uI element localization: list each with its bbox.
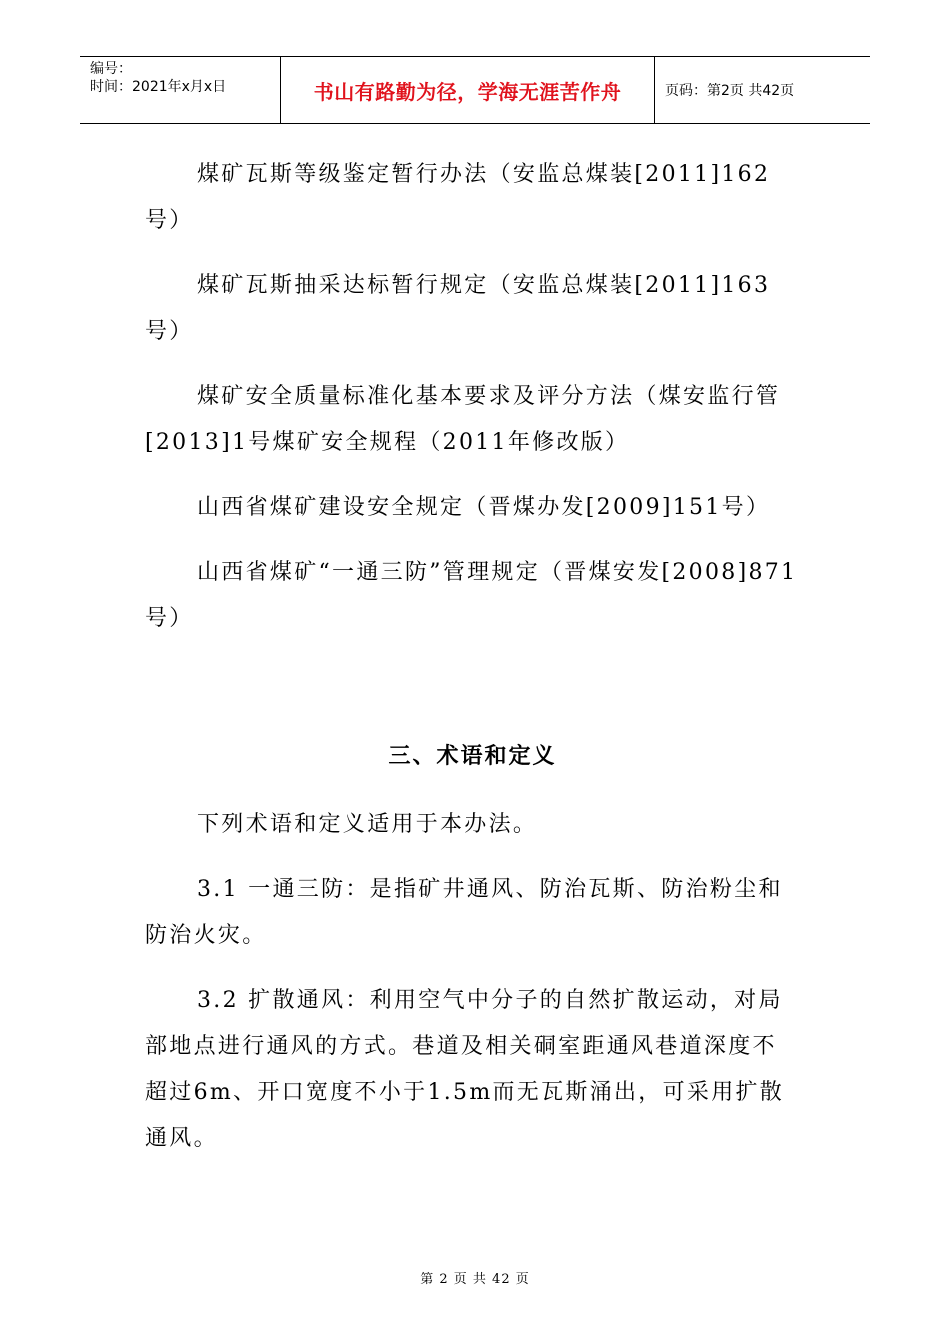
reference-item: 煤矿瓦斯等级鉴定暂行办法（安监总煤装[2011]162号） xyxy=(145,162,771,233)
reference-item: 山西省煤矿建设安全规定（晋煤办发[2009]151号） xyxy=(197,495,771,520)
page-footer: 第 2 页 共 42 页 xyxy=(420,1272,530,1287)
document-body xyxy=(145,152,800,1181)
section-heading: 三、术语和定义 xyxy=(388,744,557,769)
section-intro: 下列术语和定义适用于本办法。 xyxy=(197,812,538,837)
document-number-label: 编号： xyxy=(90,61,132,77)
header-motto-cell xyxy=(281,57,655,123)
page-header xyxy=(80,56,870,124)
document-date-label: 时间：2021年x月x日 xyxy=(90,79,227,95)
reference-item: 煤矿安全质量标准化基本要求及评分方法（煤安监行管[2013]1号煤矿安全规程（2011年修改版） xyxy=(145,384,781,455)
definition-item: 3.2 扩散通风：利用空气中分子的自然扩散运动，对局部地点进行通风的方式。巷道及相关硐室距通风巷道深度不超过6m、开口宽度不小于1.5m而无瓦斯涌出，可采用扩散通风。 xyxy=(145,988,785,1151)
header-page-number: 页码：第2页 共42页 xyxy=(665,83,795,99)
reference-item: 煤矿瓦斯抽采达标暂行规定（安监总煤装[2011]163号） xyxy=(145,273,771,344)
header-meta-cell xyxy=(80,57,281,123)
header-motto: 书山有路勤为径，学海无涯苦作舟 xyxy=(313,79,622,104)
definition-item: 3.1 一通三防：是指矿井通风、防治瓦斯、防治粉尘和防治火灾。 xyxy=(145,877,783,948)
header-page-cell xyxy=(655,57,870,123)
reference-item: 山西省煤矿“一通三防”管理规定（晋煤安发[2008]871号） xyxy=(145,560,798,631)
